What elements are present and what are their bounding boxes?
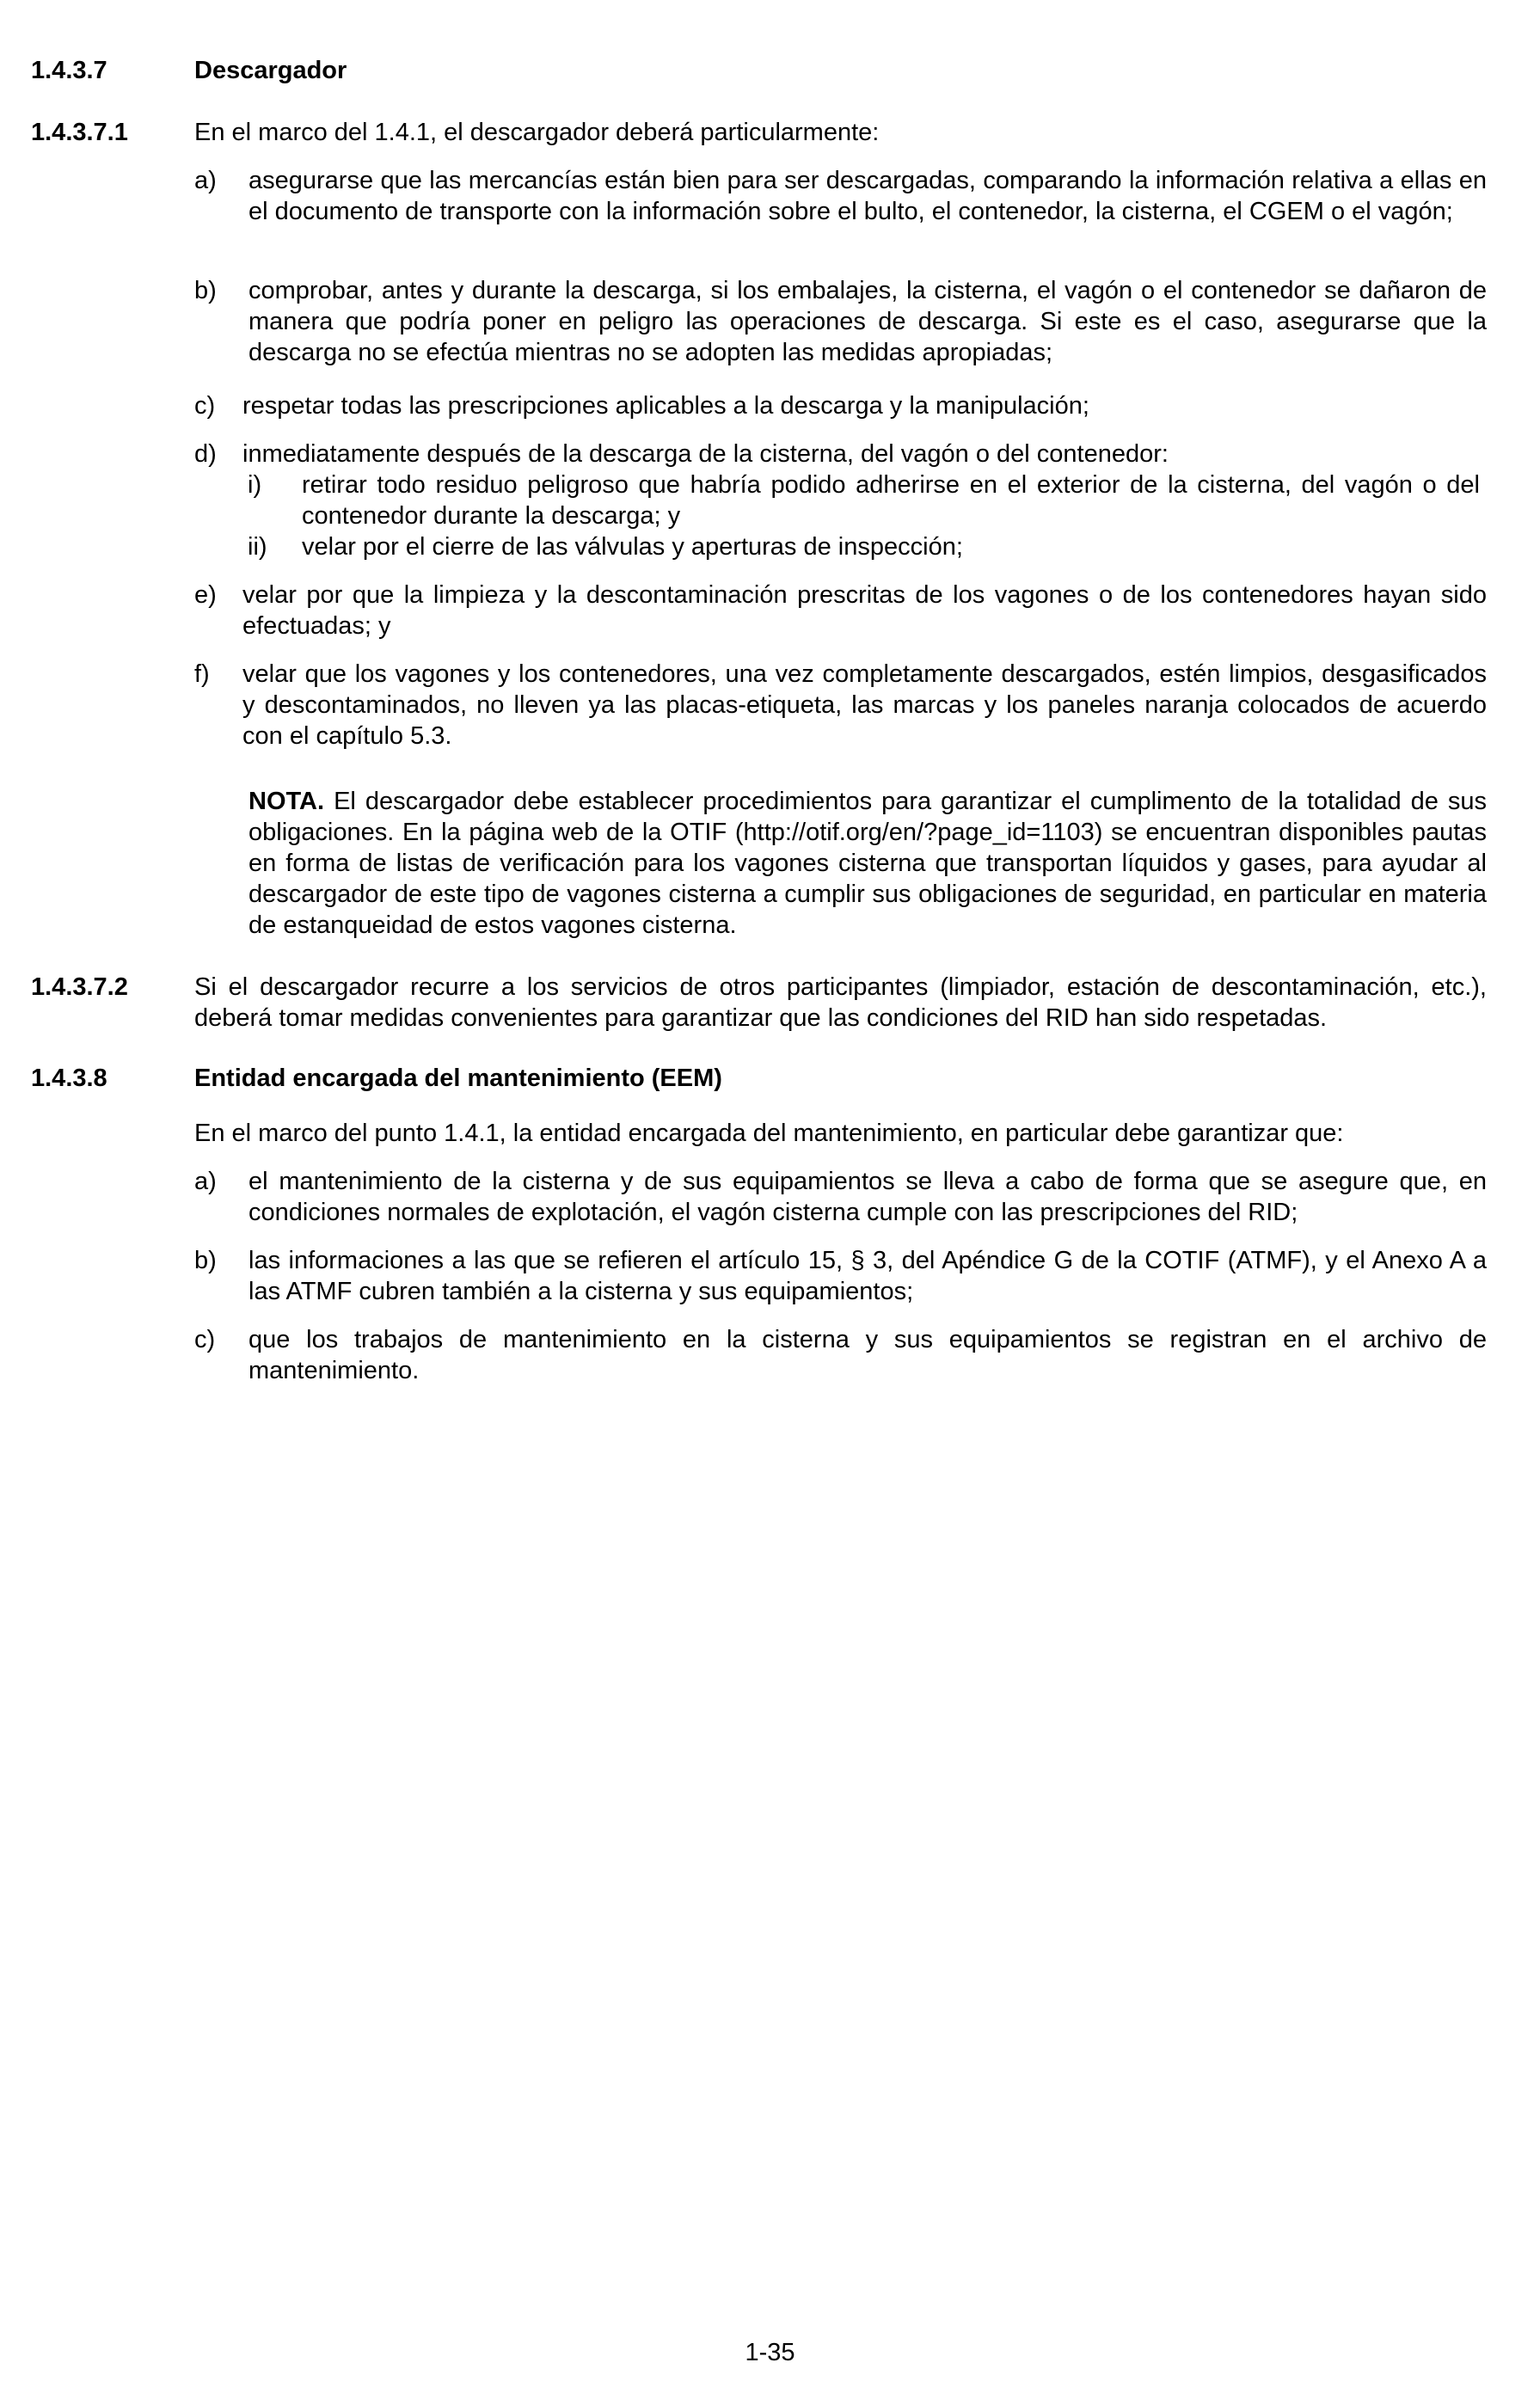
list-text: asegurarse que las mercancías están bien para ser descargadas, comparando la información relativa a ellas en el documento de transporte con la información sobre el bulto, el contenedor, la cisterna, el CGEM o el vagón;: [248, 167, 1487, 225]
section-number: 1.4.3.7: [31, 57, 107, 84]
sublist-label: ii): [248, 533, 267, 561]
list-text: el mantenimiento de la cisterna y de sus equipamientos se lleva a cabo de forma que se asegure que, en condiciones normales de explotación, el vagón cisterna cumple con las prescripciones del RID;: [248, 1168, 1487, 1226]
subsection-intro: En el marco del 1.4.1, el descargador deberá particularmente:: [194, 119, 880, 146]
page-number: 1-35: [745, 2339, 795, 2366]
list-text: velar por que la limpieza y la descontaminación prescritas de los vagones o de los contenedores hayan sido efectuadas; y: [242, 581, 1487, 640]
list-label: b): [194, 277, 217, 304]
list-label: d): [194, 440, 217, 468]
list-text: las informaciones a las que se refieren el artículo 15, § 3, del Apéndice G de la COTIF (ATMF), y el Anexo A a las ATMF cubren también a la cisterna y sus equipamientos;: [248, 1247, 1487, 1305]
list-label: a): [194, 1168, 217, 1195]
list-label: c): [194, 392, 216, 420]
sublist-text: retirar todo residuo peligroso que habría podido adherirse en el exterior de la cisterna, del vagón o del contenedor durante la descarga; y: [302, 471, 1480, 530]
list-text: comprobar, antes y durante la descarga, si los embalajes, la cisterna, el vagón o el contenedor se dañaron de manera que podría poner en peligro las operaciones de descarga. Si este es el caso, asegurarse que la descarga no se efectúa mientras no se adopten las medidas apropiadas;: [248, 277, 1487, 366]
list-text: que los trabajos de mantenimiento en la cisterna y sus equipamientos se registran en el archivo de mantenimiento.: [248, 1326, 1487, 1384]
list-text: respetar todas las prescripciones aplicables a la descarga y la manipulación;: [242, 392, 1089, 420]
note-text: El descargador debe establecer procedimientos para garantizar el cumplimento de la totalidad de sus obligaciones. En la página web de la OTIF (http://otif.org/en/?page_id=1103) se encuentran disponibles pautas en forma de listas de verificación para los vagones cisterna que transportan líquidos y gases, para ayudar al descargador de este tipo de vagones cisterna a cumplir sus obligaciones de seguridad, en particular en materia de estanqueidad de estos vagones cisterna.: [248, 788, 1487, 939]
subsection-text: Si el descargador recurre a los servicios de otros participantes (limpiador, estación de descontaminación, etc.), deberá tomar medidas convenientes para garantizar que las condiciones del RID han sido respetadas.: [194, 973, 1487, 1032]
list-label: c): [194, 1326, 216, 1353]
list-text: inmediatamente después de la descarga de la cisterna, del vagón o del contenedor:: [242, 440, 1169, 468]
list-label: a): [194, 167, 217, 194]
section-title: Entidad encargada del mantenimiento (EEM): [194, 1065, 722, 1092]
note: [248, 786, 1487, 941]
sublist-label: i): [248, 471, 262, 499]
sublist-text: velar por el cierre de las válvulas y aperturas de inspección;: [302, 533, 963, 561]
list-label: e): [194, 581, 217, 609]
list-label: f): [194, 660, 210, 688]
note-label: NOTA.: [248, 788, 325, 815]
section-number: 1.4.3.8: [31, 1065, 107, 1092]
list-text: velar que los vagones y los contenedores, una vez completamente descargados, estén limpios, desgasificados y descontaminados, no lleven ya las placas-etiqueta, las marcas y los paneles naranja colocados de acuerdo con el capítulo 5.3.: [242, 660, 1487, 750]
subsection-number: 1.4.3.7.1: [31, 119, 128, 146]
subsection-number: 1.4.3.7.2: [31, 973, 128, 1001]
section-intro: En el marco del punto 1.4.1, la entidad encargada del mantenimiento, en particular debe garantizar que:: [194, 1120, 1344, 1147]
section-title: Descargador: [194, 57, 347, 84]
list-label: b): [194, 1247, 217, 1274]
